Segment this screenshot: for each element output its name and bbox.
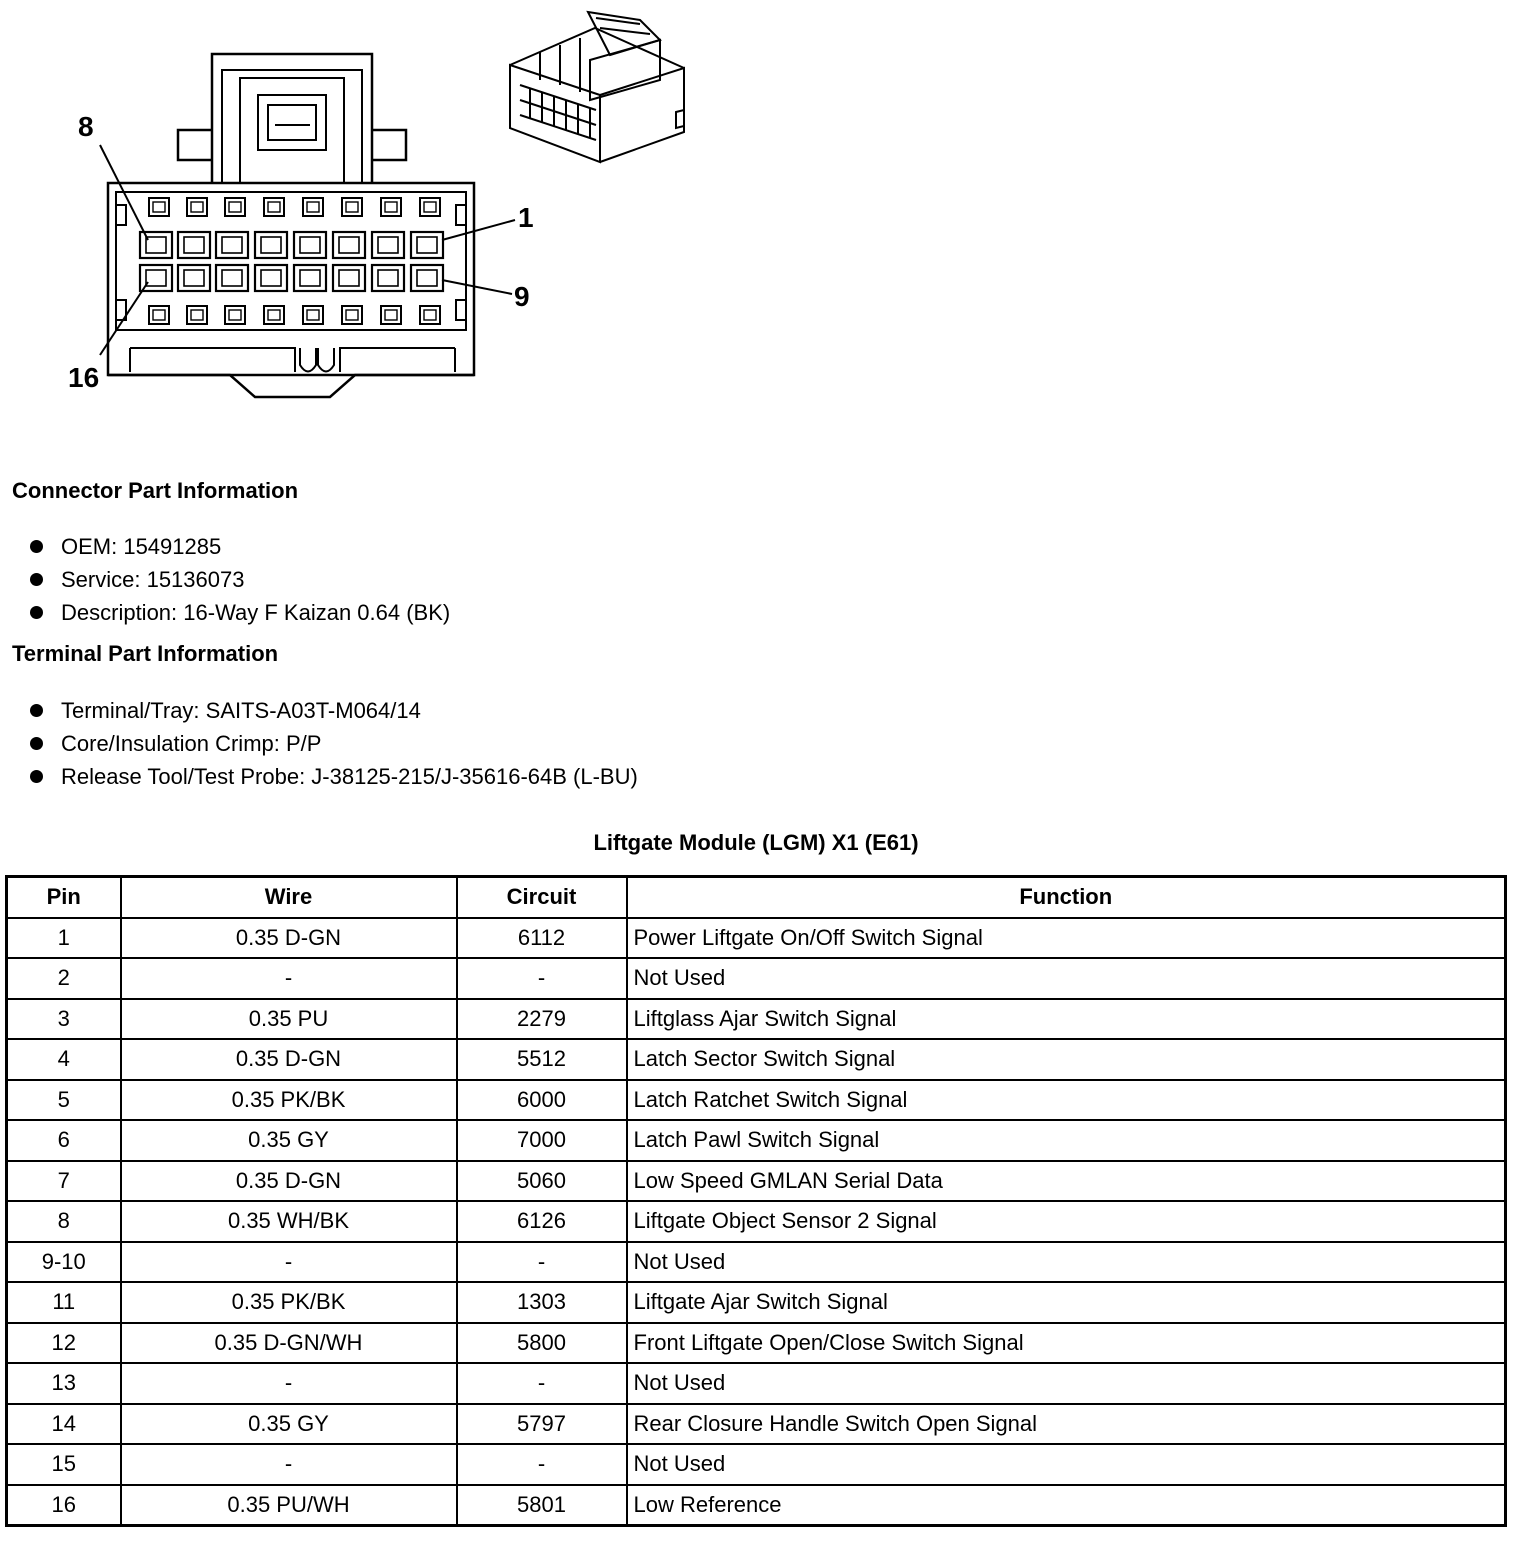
cell-pin: 5 (7, 1080, 121, 1121)
pin-cavity (417, 270, 437, 286)
pin-cavity (264, 306, 284, 324)
pin-cavity (303, 306, 323, 324)
cell-wire: 0.35 WH/BK (121, 1201, 457, 1242)
pin-cavity (294, 265, 326, 291)
cell-pin: 16 (7, 1485, 121, 1526)
cell-wire: 0.35 D-GN (121, 918, 457, 959)
table-row (7, 1201, 1506, 1242)
table-row (7, 1242, 1506, 1283)
cell-circuit: 6112 (457, 918, 627, 959)
pin-cavity (346, 310, 358, 320)
cell-wire: - (121, 1242, 457, 1283)
table-row (7, 918, 1506, 959)
bullet-icon (30, 540, 43, 553)
pin-cavity (411, 265, 443, 291)
connector-part-info-heading: Connector Part Information (12, 478, 299, 503)
cell-wire: - (121, 1363, 457, 1404)
pin-cavity (372, 265, 404, 291)
cell-function: Rear Closure Handle Switch Open Signal (627, 1404, 1506, 1445)
cell-wire: 0.35 GY (121, 1120, 457, 1161)
pin-cavity (268, 310, 280, 320)
pin-cavity (385, 310, 397, 320)
column-header-wire: Wire (121, 877, 457, 918)
cell-wire: - (121, 958, 457, 999)
table-row (7, 1363, 1506, 1404)
pin-cavity (333, 265, 365, 291)
list-item-text: Core/Insulation Crimp: P/P (61, 731, 322, 756)
connector-diagram (0, 0, 720, 420)
callout-8: 8 (78, 111, 94, 142)
cell-circuit: 5797 (457, 1404, 627, 1445)
pin-cavity (153, 202, 165, 212)
table-row (7, 1404, 1506, 1445)
bullet-icon (30, 737, 43, 750)
pin-cavity (385, 202, 397, 212)
list-item (30, 530, 450, 563)
cell-pin: 3 (7, 999, 121, 1040)
cell-wire: 0.35 D-GN (121, 1161, 457, 1202)
cell-circuit: - (457, 1242, 627, 1283)
pin-cavity (225, 306, 245, 324)
table-row (7, 1282, 1506, 1323)
callout-9: 9 (514, 281, 530, 312)
pin-cavity (222, 237, 242, 253)
pin-cavity (339, 237, 359, 253)
list-item (30, 596, 450, 629)
cell-pin: 2 (7, 958, 121, 999)
list-item-text: Description: 16-Way F Kaizan 0.64 (BK) (61, 600, 451, 625)
cell-circuit: 5060 (457, 1161, 627, 1202)
cell-circuit: 1303 (457, 1282, 627, 1323)
cell-wire: 0.35 PU/WH (121, 1485, 457, 1526)
terminal-part-info-list (30, 694, 638, 793)
list-item-text: OEM: 15491285 (61, 534, 222, 559)
pin-cavity (420, 306, 440, 324)
cell-circuit: - (457, 1444, 627, 1485)
cell-pin: 6 (7, 1120, 121, 1161)
pin-cavity (372, 232, 404, 258)
table-header-row (7, 877, 1506, 918)
table-row (7, 1039, 1506, 1080)
cell-function: Latch Sector Switch Signal (627, 1039, 1506, 1080)
pin-cavity (146, 237, 166, 253)
cell-circuit: 6126 (457, 1201, 627, 1242)
cell-circuit: 2279 (457, 999, 627, 1040)
callout-1: 1 (518, 202, 534, 233)
pin-cavity (417, 237, 437, 253)
list-item (30, 563, 450, 596)
bullet-icon (30, 704, 43, 717)
cell-circuit: - (457, 958, 627, 999)
pin-cavity (225, 198, 245, 216)
cell-circuit: 6000 (457, 1080, 627, 1121)
table-row (7, 1485, 1506, 1526)
cell-circuit: 5512 (457, 1039, 627, 1080)
table-row (7, 1444, 1506, 1485)
cell-circuit: 5801 (457, 1485, 627, 1526)
pin-cavity (191, 310, 203, 320)
table-row (7, 1323, 1506, 1364)
cell-function: Liftgate Ajar Switch Signal (627, 1282, 1506, 1323)
pin-cavity (229, 202, 241, 212)
cell-wire: 0.35 PK/BK (121, 1282, 457, 1323)
pin-cavity (149, 198, 169, 216)
list-item-text: Terminal/Tray: SAITS-A03T-M064/14 (61, 698, 421, 723)
cell-function: Low Speed GMLAN Serial Data (627, 1161, 1506, 1202)
pin-cavity (264, 198, 284, 216)
table-title: Liftgate Module (LGM) X1 (E61) (593, 830, 919, 855)
pin-cavity (294, 232, 326, 258)
pin-cavity (420, 198, 440, 216)
list-item-text: Service: 15136073 (61, 567, 245, 592)
cell-function: Not Used (627, 1242, 1506, 1283)
pin-cavity (307, 202, 319, 212)
pin-cavity (191, 202, 203, 212)
pin-cavity (424, 202, 436, 212)
pin-cavity (346, 202, 358, 212)
pin-cavity (187, 306, 207, 324)
pin-cavity (381, 198, 401, 216)
cell-pin: 11 (7, 1282, 121, 1323)
table-row (7, 999, 1506, 1040)
pin-cavity-grid (140, 198, 443, 324)
list-item (30, 694, 638, 727)
cell-function: Power Liftgate On/Off Switch Signal (627, 918, 1506, 959)
pin-cavity (261, 237, 281, 253)
table-body (7, 918, 1506, 1526)
cell-wire: 0.35 D-GN (121, 1039, 457, 1080)
cell-wire: 0.35 GY (121, 1404, 457, 1445)
cell-function: Liftglass Ajar Switch Signal (627, 999, 1506, 1040)
cell-function: Latch Pawl Switch Signal (627, 1120, 1506, 1161)
cell-function: Not Used (627, 958, 1506, 999)
cell-function: Not Used (627, 1444, 1506, 1485)
pin-cavity (255, 232, 287, 258)
cell-wire: 0.35 D-GN/WH (121, 1323, 457, 1364)
pin-cavity (178, 265, 210, 291)
table-row (7, 958, 1506, 999)
pin-cavity (339, 270, 359, 286)
cell-pin: 8 (7, 1201, 121, 1242)
pin-cavity (300, 237, 320, 253)
pin-cavity (424, 310, 436, 320)
cell-pin: 12 (7, 1323, 121, 1364)
pin-cavity (184, 237, 204, 253)
cell-pin: 7 (7, 1161, 121, 1202)
cell-circuit: 7000 (457, 1120, 627, 1161)
pin-cavity (333, 232, 365, 258)
connector-face-drawing (108, 54, 474, 397)
cell-wire: 0.35 PK/BK (121, 1080, 457, 1121)
pin-cavity (146, 270, 166, 286)
table-row (7, 1161, 1506, 1202)
cell-pin: 15 (7, 1444, 121, 1485)
pin-cavity (187, 198, 207, 216)
cell-function: Liftgate Object Sensor 2 Signal (627, 1201, 1506, 1242)
pin-cavity (411, 232, 443, 258)
pin-cavity (178, 232, 210, 258)
cell-pin: 1 (7, 918, 121, 959)
list-item-text: Release Tool/Test Probe: J-38125-215/J-35616-64B (L-BU) (61, 764, 638, 789)
cell-circuit: 5800 (457, 1323, 627, 1364)
pin-cavity (303, 198, 323, 216)
pin-cavity (381, 306, 401, 324)
connector-part-info-list (30, 530, 450, 629)
cell-pin: 14 (7, 1404, 121, 1445)
connector-isometric-drawing (510, 12, 684, 162)
pin-cavity (216, 232, 248, 258)
list-item (30, 760, 638, 793)
list-item (30, 727, 638, 760)
table-row (7, 1120, 1506, 1161)
cell-pin: 9-10 (7, 1242, 121, 1283)
cell-function: Latch Ratchet Switch Signal (627, 1080, 1506, 1121)
pin-cavity (261, 270, 281, 286)
cell-function: Not Used (627, 1363, 1506, 1404)
pin-cavity (342, 306, 362, 324)
cell-pin: 13 (7, 1363, 121, 1404)
cell-function: Front Liftgate Open/Close Switch Signal (627, 1323, 1506, 1364)
cell-pin: 4 (7, 1039, 121, 1080)
pin-cavity (222, 270, 242, 286)
pin-cavity (153, 310, 165, 320)
pin-cavity (268, 202, 280, 212)
cell-wire: 0.35 PU (121, 999, 457, 1040)
cell-wire: - (121, 1444, 457, 1485)
cell-function: Low Reference (627, 1485, 1506, 1526)
pin-cavity (300, 270, 320, 286)
pinout-table (5, 875, 1507, 1527)
bullet-icon (30, 573, 43, 586)
pin-cavity (184, 270, 204, 286)
column-header-pin: Pin (7, 877, 121, 918)
column-header-function: Function (627, 877, 1506, 918)
pin-cavity (140, 232, 172, 258)
pin-cavity (342, 198, 362, 216)
pin-cavity (255, 265, 287, 291)
table-row (7, 1080, 1506, 1121)
pin-cavity (229, 310, 241, 320)
terminal-part-info-heading: Terminal Part Information (12, 641, 279, 666)
column-header-circuit: Circuit (457, 877, 627, 918)
cell-circuit: - (457, 1363, 627, 1404)
pin-cavity (378, 270, 398, 286)
callout-16: 16 (68, 362, 100, 393)
bullet-icon (30, 606, 43, 619)
bullet-icon (30, 770, 43, 783)
pin-cavity (149, 306, 169, 324)
pin-cavity (307, 310, 319, 320)
pin-cavity (378, 237, 398, 253)
pin-cavity (216, 265, 248, 291)
